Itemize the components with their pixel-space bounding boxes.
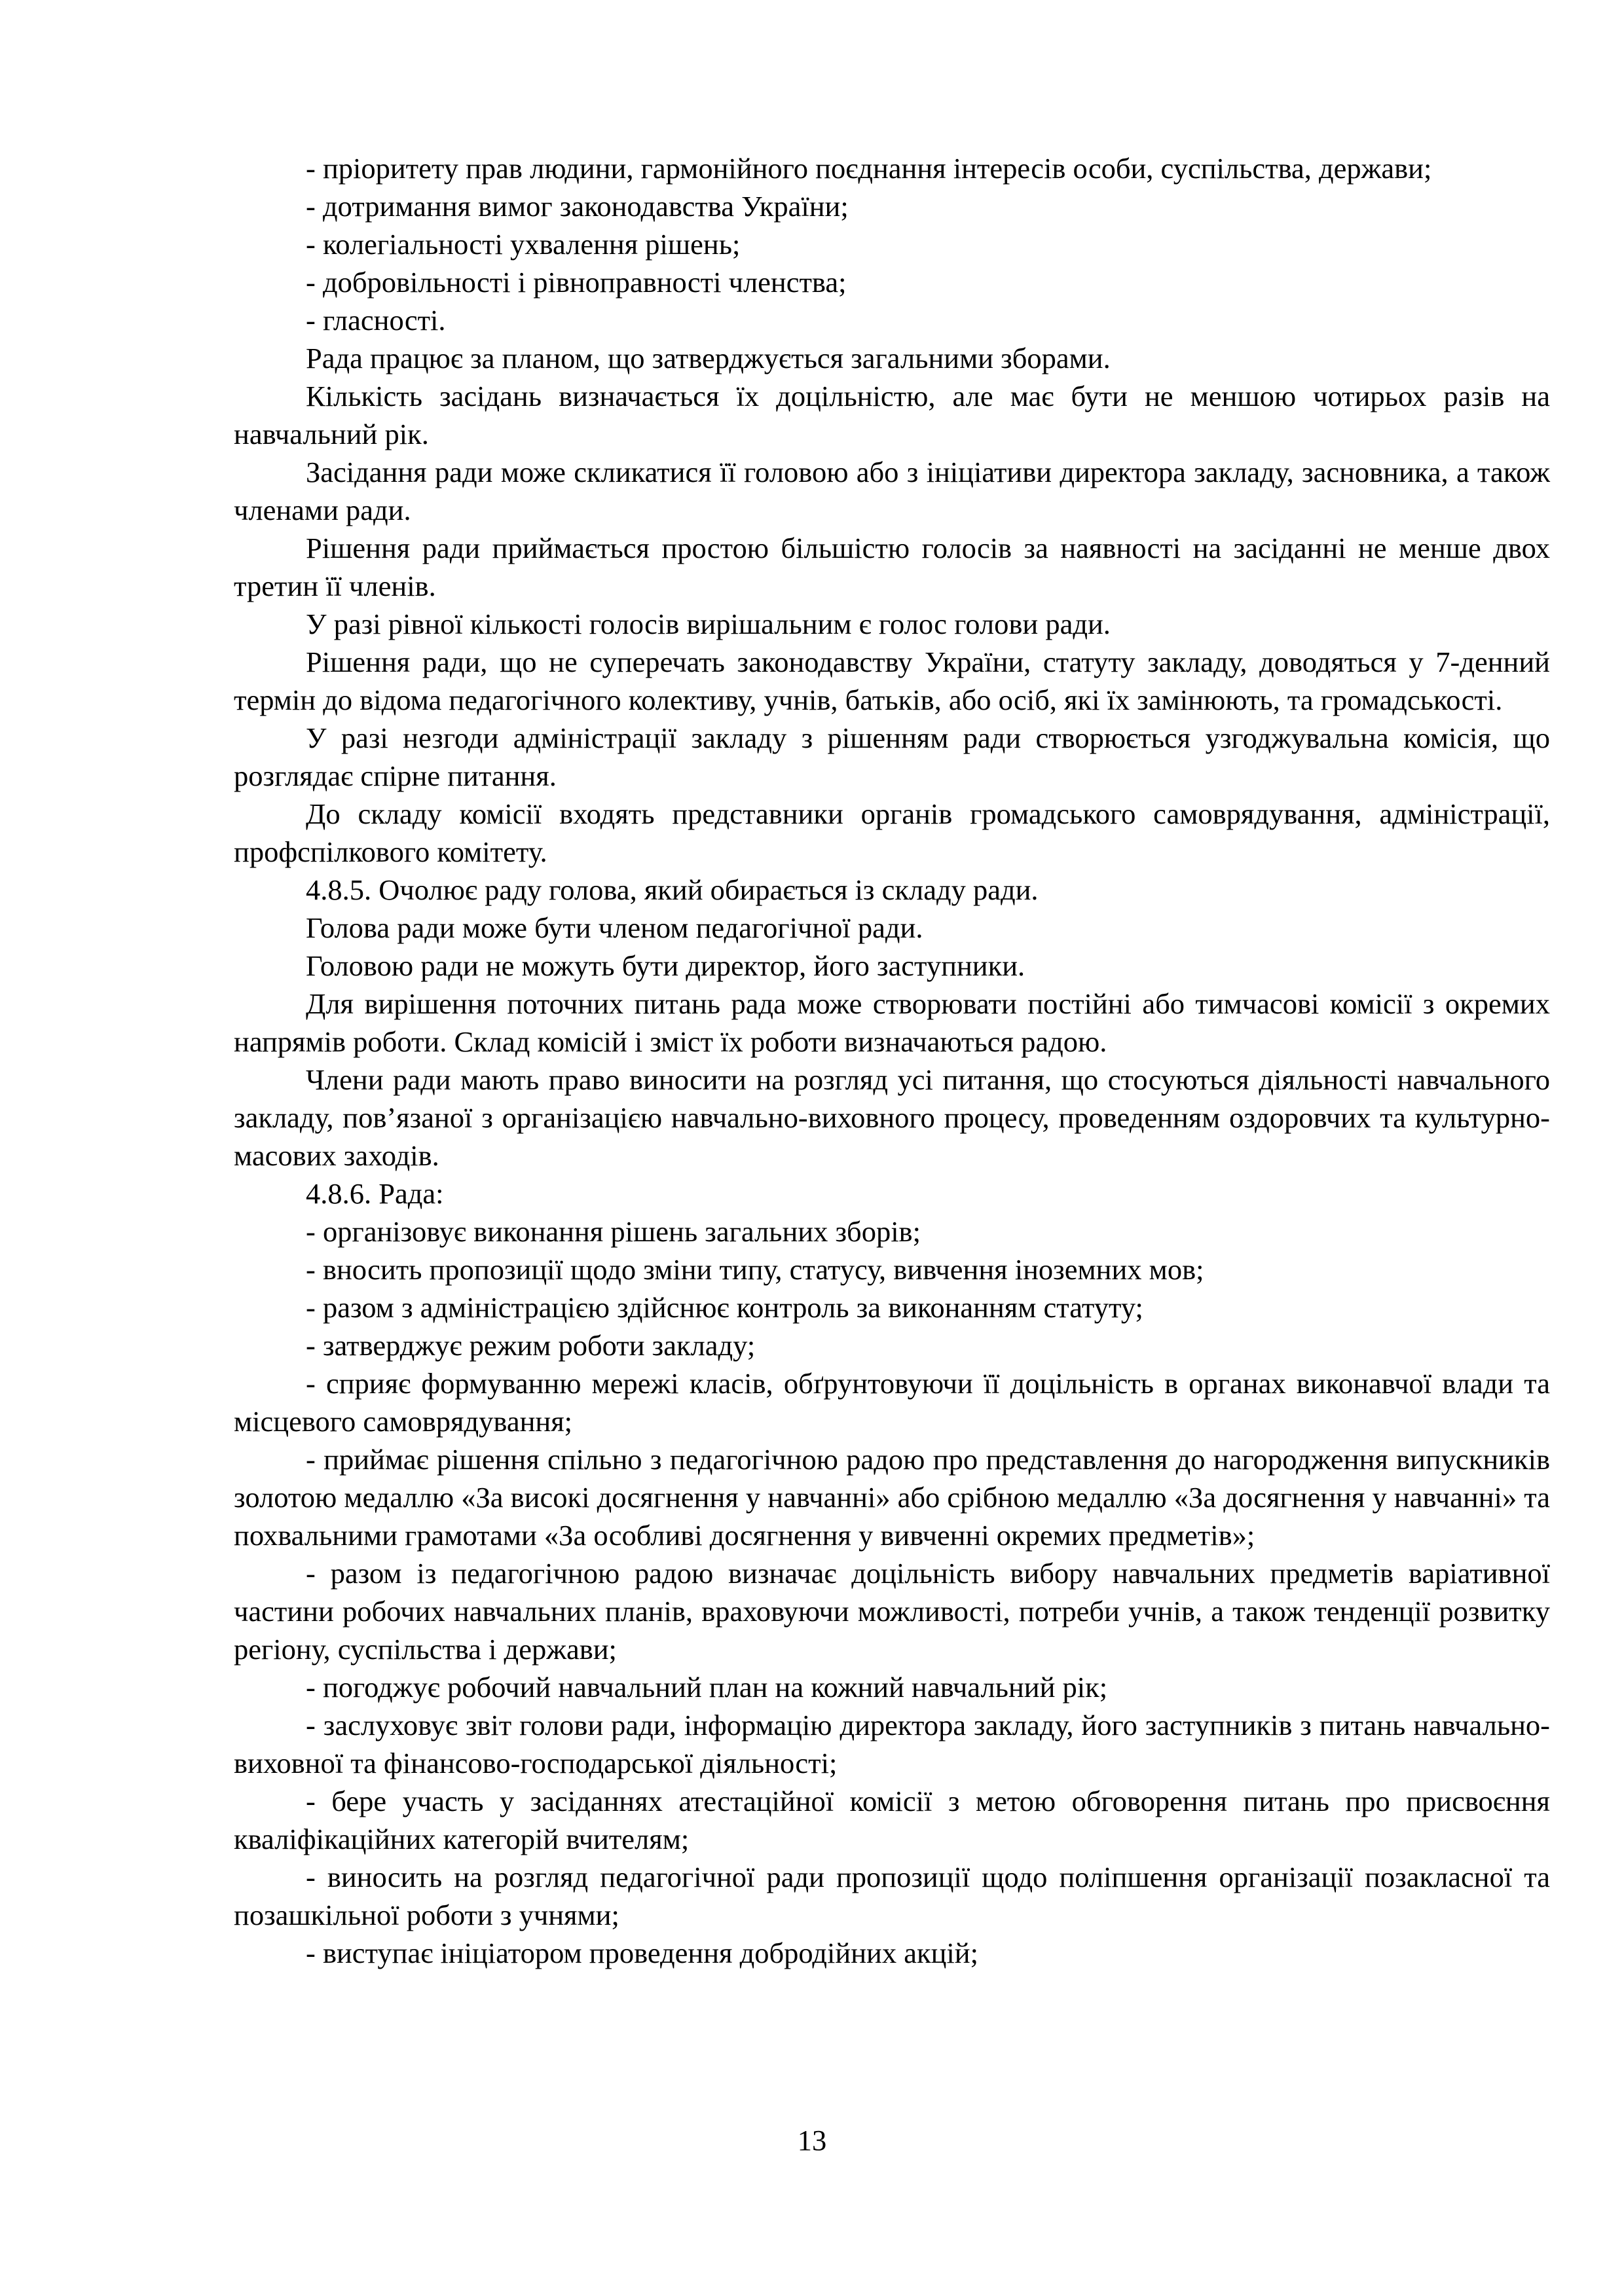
paragraph: Голова ради може бути членом педагогічної ради.	[306, 911, 923, 944]
list-item: - виносить на розгляд педагогічної ради пропозиції щодо поліпшення організації позакласної та позашкільної роботи з учнями;	[234, 1861, 1550, 1931]
paragraph: - дотримання вимог законодавства України;	[306, 190, 849, 223]
section-heading: 4.8.5. Очолює раду голова, який обирається із складу ради.	[306, 873, 1039, 906]
paragraph: Рішення ради, що не суперечать законодавству України, статуту закладу, доводяться у 7-денний термін до відома педагогічного колективу, учнів, батьків, або осіб, які їх замінюють, та громадськості.	[234, 646, 1550, 716]
paragraph: Рішення ради приймається простою більшістю голосів за наявності на засіданні не менше двох третин її членів.	[234, 532, 1550, 602]
list-item: - приймає рішення спільно з педагогічною радою про представлення до нагородження випускників золотою медаллю «За високі досягнення у навчанні» або срібною медаллю «За досягнення у навчанні» та похвальними грамотами «За особливі досягнення у вивченні окремих предметів»;	[234, 1443, 1550, 1552]
paragraph: Засідання ради може скликатися її головою або з ініціативи директора закладу, засновника, а також членами ради.	[234, 456, 1550, 526]
document-body	[234, 149, 1550, 1972]
paragraph: Рада працює за планом, що затверджується загальними зборами.	[306, 342, 1111, 374]
list-item: - затверджує режим роботи закладу;	[306, 1329, 756, 1362]
list-item: - виступає ініціатором проведення добродійних акцій;	[306, 1937, 978, 1969]
paragraph: Члени ради мають право виносити на розгляд усі питання, що стосуються діяльності навчального закладу, пов’язаної з організацією навчально-виховного процесу, проведенням оздоровчих та культурно-масових заходів.	[234, 1063, 1550, 1172]
list-item: - вносить пропозиції щодо зміни типу, статусу, вивчення іноземних мов;	[306, 1253, 1204, 1286]
list-item: - сприяє формуванню мережі класів, обґрунтовуючи її доцільність в органах виконавчої влади та місцевого самоврядування;	[234, 1367, 1550, 1438]
paragraph: Головою ради не можуть бути директор, його заступники.	[306, 949, 1025, 982]
list-item: - організовує виконання рішень загальних зборів;	[306, 1215, 921, 1248]
paragraph: - колегіальності ухвалення рішень;	[306, 228, 741, 261]
paragraph: Для вирішення поточних питань рада може створювати постійні або тимчасові комісії з окремих напрямів роботи. Склад комісій і зміст їх роботи визначаються радою.	[234, 987, 1550, 1058]
section-heading: 4.8.6. Рада:	[306, 1177, 444, 1210]
paragraph: До складу комісії входять представники органів громадського самоврядування, адміністрації, профспілкового комітету.	[234, 797, 1550, 868]
page-number: 13	[797, 2124, 827, 2157]
paragraph: - добровільності і рівноправності членства;	[306, 266, 847, 299]
paragraph: - гласності.	[306, 304, 446, 337]
list-item: - разом із педагогічною радою визначає доцільність вибору навчальних предметів варіативної частини робочих навчальних планів, враховуючи можливості, потреби учнів, а також тенденції розвитку регіону, суспільства і держави;	[234, 1557, 1550, 1666]
list-item: - разом з адміністрацією здійснює контроль за виконанням статуту;	[306, 1291, 1143, 1324]
list-item: - бере участь у засіданнях атестаційної комісії з метою обговорення питань про присвоєння кваліфікаційних категорій вчителям;	[234, 1785, 1550, 1855]
paragraph: Кількість засідань визначається їх доцільністю, але має бути не меншою чотирьох разів на навчальний рік.	[234, 380, 1550, 450]
paragraph: У разі рівної кількості голосів вирішальним є голос голови ради.	[306, 608, 1111, 640]
paragraph: У разі незгоди адміністрації закладу з рішенням ради створюється узгоджувальна комісія, що розглядає спірне питання.	[234, 721, 1550, 792]
paragraph: - пріоритету прав людини, гармонійного поєднання інтересів особи, суспільства, держави;	[306, 152, 1432, 185]
list-item: - погоджує робочий навчальний план на кожний навчальний рік;	[306, 1671, 1108, 1704]
list-item: - заслуховує звіт голови ради, інформацію директора закладу, його заступників з питань навчально-виховної та фінансово-господарської діяльності;	[234, 1709, 1550, 1779]
